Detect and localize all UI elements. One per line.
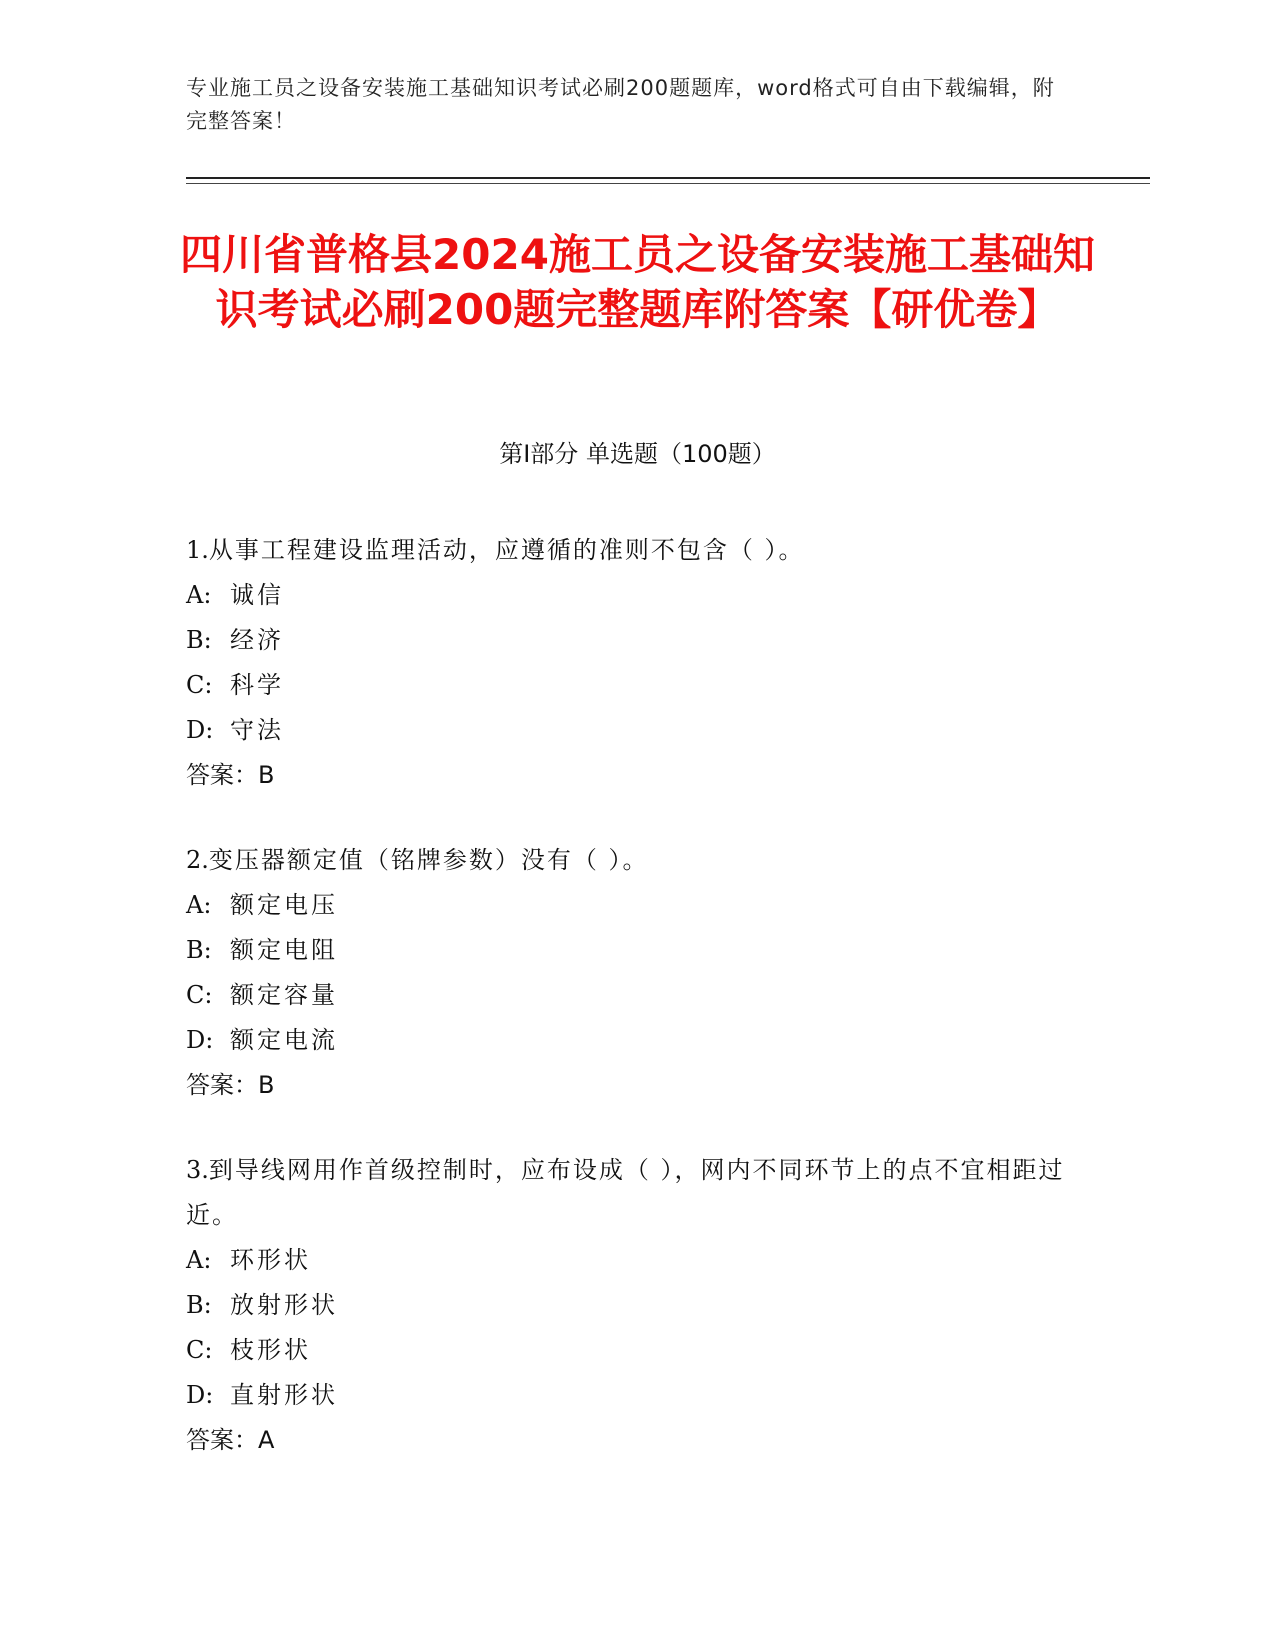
- answer-value: B: [258, 761, 275, 789]
- answer-value: B: [258, 1071, 275, 1099]
- option-letter: C:: [186, 981, 213, 1009]
- question-text: [186, 1148, 1066, 1238]
- option-letter: D:: [186, 1381, 214, 1409]
- option-text: 额定电压: [230, 891, 338, 919]
- option-a: [186, 883, 1066, 928]
- option-text: 科学: [230, 671, 284, 699]
- header-note: 专业施工员之设备安装施工基础知识考试必刷200题题库，word格式可自由下载编辑，附完整答案！: [186, 76, 1055, 133]
- option-b: [186, 618, 1066, 663]
- option-letter: C:: [186, 1336, 213, 1364]
- option-d: [186, 1373, 1066, 1418]
- option-letter: B:: [186, 626, 212, 654]
- answer-prefix: 答案：: [186, 761, 258, 789]
- option-a: [186, 1238, 1066, 1283]
- answer-prefix: 答案：: [186, 1426, 258, 1454]
- option-letter: C:: [186, 671, 213, 699]
- answer-value: A: [258, 1426, 275, 1454]
- question-3: [186, 1148, 1066, 1463]
- document-title: 四川省普格县2024施工员之设备安装施工基础知识考试必刷200题完整题库附答案【研优卷】: [180, 230, 1095, 334]
- option-c: [186, 1328, 1066, 1373]
- option-b: [186, 928, 1066, 973]
- question-list: [186, 528, 1066, 1503]
- question-1: [186, 528, 1066, 798]
- option-d: [186, 1018, 1066, 1063]
- option-letter: A:: [186, 581, 212, 609]
- section-heading: 第I部分 单选题（100题）: [499, 440, 776, 468]
- option-a: [186, 573, 1066, 618]
- option-text: 环形状: [230, 1246, 311, 1274]
- option-text: 放射形状: [230, 1291, 338, 1319]
- option-c: [186, 973, 1066, 1018]
- option-text: 经济: [230, 626, 284, 654]
- question-number: 1.: [186, 536, 209, 564]
- option-text: 直射形状: [230, 1381, 338, 1409]
- answer-line: [186, 1418, 1066, 1463]
- option-text: 额定容量: [230, 981, 338, 1009]
- question-text: [186, 838, 1066, 883]
- option-text: 额定电流: [230, 1026, 338, 1054]
- option-letter: A:: [186, 1246, 212, 1274]
- option-letter: B:: [186, 936, 212, 964]
- header-divider-thick: [186, 177, 1150, 179]
- question-stem: 变压器额定值（铭牌参数）没有（ ）。: [208, 846, 649, 874]
- option-b: [186, 1283, 1066, 1328]
- option-letter: D:: [186, 716, 214, 744]
- question-text: [186, 528, 1066, 573]
- option-d: [186, 708, 1066, 753]
- option-text: 额定电阻: [230, 936, 338, 964]
- option-letter: B:: [186, 1291, 212, 1319]
- question-stem: 从事工程建设监理活动，应遵循的准则不包含（ ）。: [208, 536, 805, 564]
- answer-prefix: 答案：: [186, 1071, 258, 1099]
- question-2: [186, 838, 1066, 1108]
- option-text: 枝形状: [230, 1336, 311, 1364]
- option-c: [186, 663, 1066, 708]
- option-text: 诚信: [230, 581, 284, 609]
- answer-line: [186, 753, 1066, 798]
- option-letter: A:: [186, 891, 212, 919]
- option-text: 守法: [230, 716, 284, 744]
- question-stem: 到导线网用作首级控制时，应布设成（ ），网内不同环节上的点不宜相距过近。: [186, 1156, 1065, 1229]
- header-divider-thin: [186, 183, 1150, 184]
- answer-line: [186, 1063, 1066, 1108]
- question-number: 2.: [186, 846, 209, 874]
- option-letter: D:: [186, 1026, 214, 1054]
- question-number: 3.: [186, 1156, 209, 1184]
